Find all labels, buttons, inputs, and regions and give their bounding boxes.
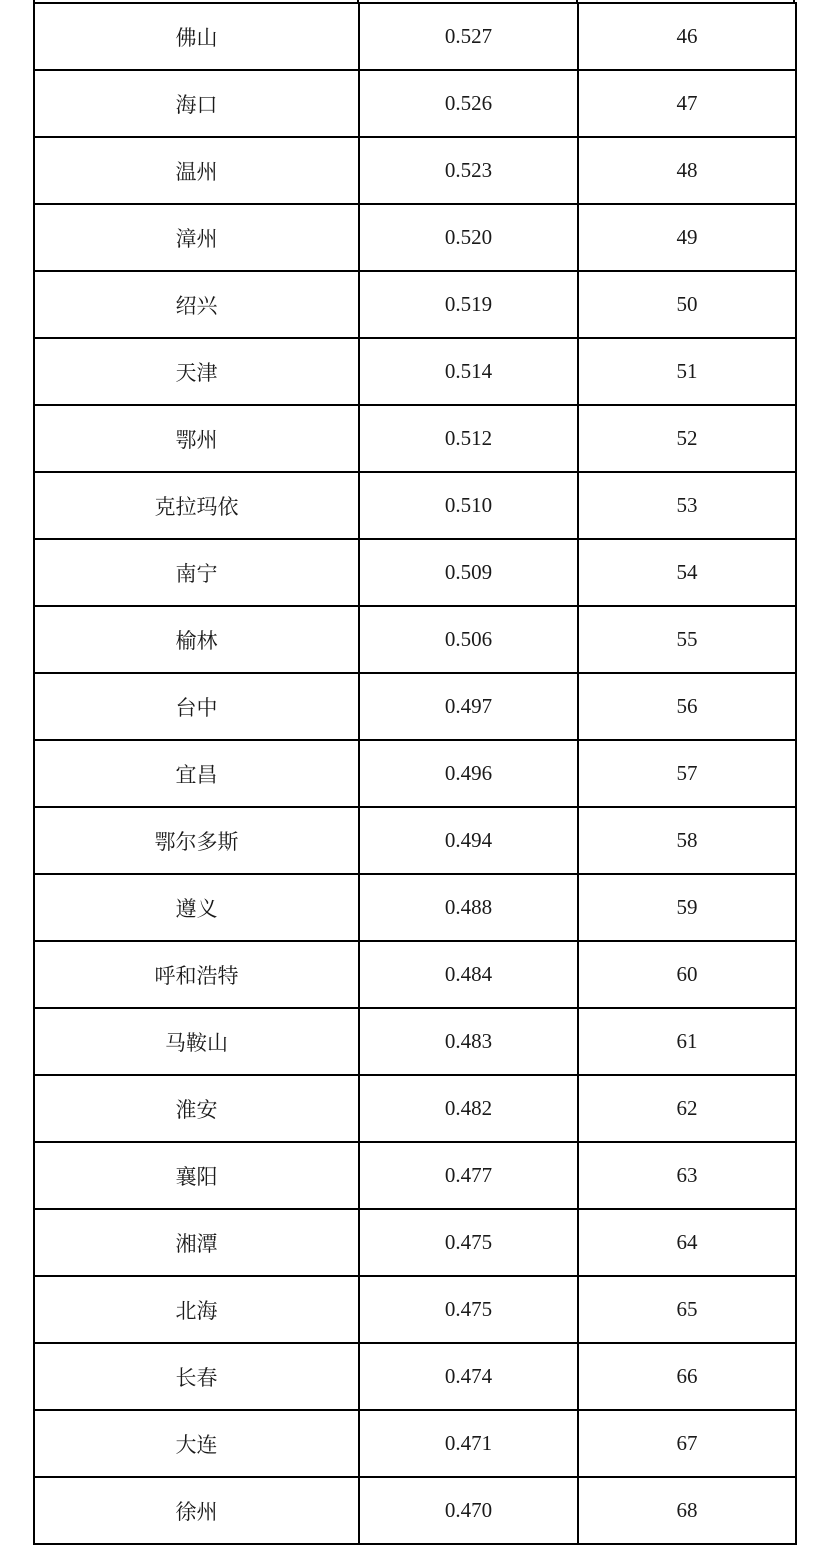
rank-cell: 64 [578,1209,796,1276]
score-cell: 0.482 [359,1075,578,1142]
rank-cell: 63 [578,1142,796,1209]
city-name-cell: 鄂州 [34,405,359,472]
table-body [34,3,796,1544]
table-row [34,3,796,70]
score-cell: 0.488 [359,874,578,941]
rank-cell: 62 [578,1075,796,1142]
city-name-cell: 遵义 [34,874,359,941]
table-row [34,740,796,807]
score-cell: 0.509 [359,539,578,606]
rank-cell: 68 [578,1477,796,1544]
table-row [34,70,796,137]
rank-cell: 61 [578,1008,796,1075]
city-name-cell: 湘潭 [34,1209,359,1276]
table-row [34,1343,796,1410]
table-row [34,137,796,204]
rank-cell: 60 [578,941,796,1008]
table-row [34,1410,796,1477]
score-cell: 0.523 [359,137,578,204]
table-row [34,338,796,405]
table-row [34,1008,796,1075]
top-border-stub [793,0,795,2]
score-cell: 0.497 [359,673,578,740]
score-cell: 0.506 [359,606,578,673]
city-name-cell: 徐州 [34,1477,359,1544]
rank-cell: 54 [578,539,796,606]
table-row [34,606,796,673]
city-name-cell: 绍兴 [34,271,359,338]
city-name-cell: 鄂尔多斯 [34,807,359,874]
rank-cell: 49 [578,204,796,271]
city-name-cell: 温州 [34,137,359,204]
rank-cell: 53 [578,472,796,539]
table-row [34,271,796,338]
score-cell: 0.527 [359,3,578,70]
rank-cell: 66 [578,1343,796,1410]
city-name-cell: 呼和浩特 [34,941,359,1008]
table-row [34,1209,796,1276]
city-name-cell: 北海 [34,1276,359,1343]
city-name-cell: 宜昌 [34,740,359,807]
score-cell: 0.526 [359,70,578,137]
city-ranking-table [33,2,797,1545]
score-cell: 0.510 [359,472,578,539]
city-name-cell: 海口 [34,70,359,137]
top-border-stub [357,0,359,2]
table-row [34,204,796,271]
score-cell: 0.514 [359,338,578,405]
table-row [34,472,796,539]
city-name-cell: 佛山 [34,3,359,70]
table-row [34,1477,796,1544]
city-name-cell: 南宁 [34,539,359,606]
top-border-stub [576,0,578,2]
table-row [34,405,796,472]
top-border-stub [33,0,35,2]
table-row [34,807,796,874]
city-name-cell: 马鞍山 [34,1008,359,1075]
rank-cell: 67 [578,1410,796,1477]
rank-cell: 51 [578,338,796,405]
score-cell: 0.494 [359,807,578,874]
score-cell: 0.477 [359,1142,578,1209]
city-name-cell: 克拉玛依 [34,472,359,539]
table-row [34,673,796,740]
score-cell: 0.475 [359,1276,578,1343]
city-name-cell: 襄阳 [34,1142,359,1209]
table-row [34,1276,796,1343]
rank-cell: 58 [578,807,796,874]
city-name-cell: 淮安 [34,1075,359,1142]
rank-cell: 46 [578,3,796,70]
table-row [34,539,796,606]
table-row [34,1075,796,1142]
score-cell: 0.519 [359,271,578,338]
rank-cell: 55 [578,606,796,673]
city-name-cell: 台中 [34,673,359,740]
rank-cell: 57 [578,740,796,807]
table-row [34,874,796,941]
score-cell: 0.520 [359,204,578,271]
score-cell: 0.496 [359,740,578,807]
score-cell: 0.470 [359,1477,578,1544]
rank-cell: 52 [578,405,796,472]
rank-cell: 56 [578,673,796,740]
city-name-cell: 天津 [34,338,359,405]
city-name-cell: 漳州 [34,204,359,271]
city-name-cell: 榆林 [34,606,359,673]
city-name-cell: 长春 [34,1343,359,1410]
score-cell: 0.484 [359,941,578,1008]
score-cell: 0.512 [359,405,578,472]
table-row [34,1142,796,1209]
rank-cell: 47 [578,70,796,137]
rank-cell: 50 [578,271,796,338]
score-cell: 0.474 [359,1343,578,1410]
score-cell: 0.471 [359,1410,578,1477]
city-name-cell: 大连 [34,1410,359,1477]
rank-cell: 65 [578,1276,796,1343]
table-row [34,941,796,1008]
score-cell: 0.475 [359,1209,578,1276]
rank-cell: 48 [578,137,796,204]
rank-cell: 59 [578,874,796,941]
score-cell: 0.483 [359,1008,578,1075]
